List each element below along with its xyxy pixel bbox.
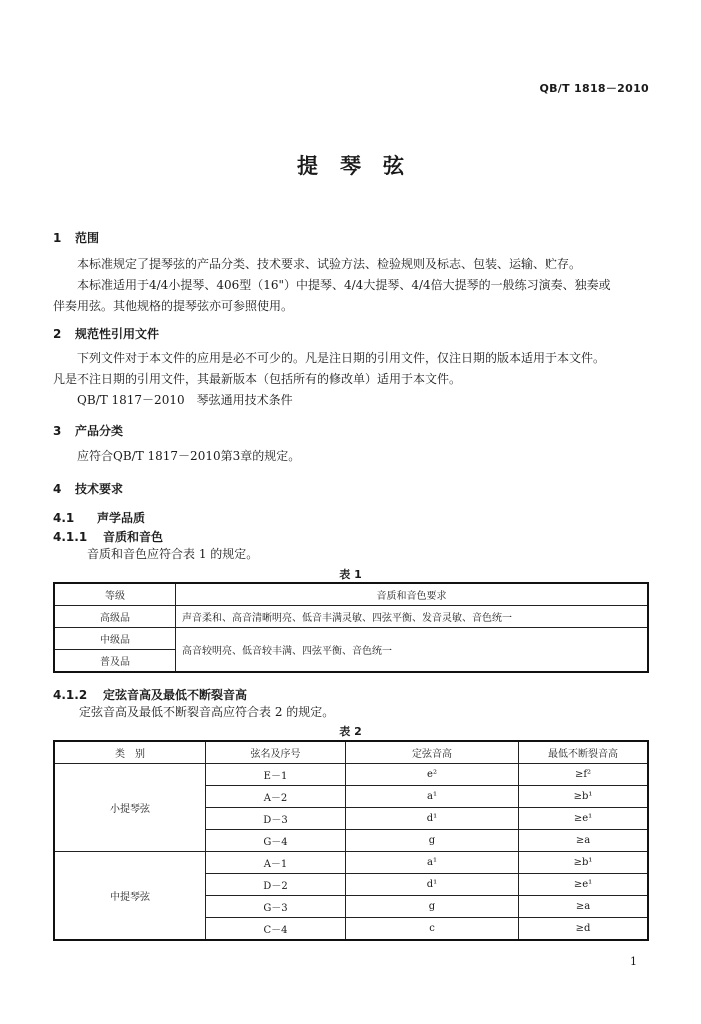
table-row — [54, 764, 648, 786]
min-pitch-cell: ≥b¹ — [519, 786, 649, 808]
section-heading-1 — [53, 229, 99, 246]
tuning-pitch-cell: c — [346, 918, 519, 941]
section-number: 4.1.1 — [53, 530, 88, 544]
section-title: 音质和音色 — [103, 530, 164, 544]
paragraph-line — [53, 254, 649, 275]
paragraph-text: 本标准规定了提琴弦的产品分类、技术要求、试验方法、检验规则及标志、包装、运输、贮存。 — [77, 257, 582, 271]
table-row — [54, 628, 648, 650]
section-number: 3 — [53, 424, 62, 438]
section-heading-3 — [53, 422, 123, 439]
tuning-pitch-cell: g — [346, 830, 519, 852]
section-number: 4.1 — [53, 511, 75, 525]
header-requirement: 音质和音色要求 — [176, 583, 649, 606]
section-title: 产品分类 — [75, 424, 124, 438]
table-header-row — [54, 583, 648, 606]
reference-line — [53, 390, 649, 411]
table-row — [54, 606, 648, 628]
min-pitch-cell: ≥e¹ — [519, 808, 649, 830]
paragraph-line — [53, 275, 649, 296]
section-heading-4-1-1 — [53, 528, 163, 545]
table-header-row — [54, 741, 648, 764]
section-number: 1 — [53, 231, 62, 245]
string-name-cell: G－4 — [206, 830, 346, 852]
tuning-pitch-cell: e² — [346, 764, 519, 786]
tuning-pitch-cell: a¹ — [346, 852, 519, 874]
grade-cell: 普及品 — [54, 650, 176, 673]
page-number: 1 — [630, 955, 637, 968]
paragraph-text: 凡是不注日期的引用文件，其最新版本（包括所有的修改单）适用于本文件。 — [53, 372, 462, 386]
header-min-pitch: 最低不断裂音高 — [519, 741, 649, 764]
paragraph-line — [53, 702, 649, 723]
requirement-cell: 声音柔和、高音清晰明亮、低音丰满灵敏、四弦平衡、发音灵敏、音色统一 — [176, 606, 649, 628]
section-number: 4.1.2 — [53, 688, 88, 702]
min-pitch-cell: ≥b¹ — [519, 852, 649, 874]
paragraph-text: 定弦音高及最低不断裂音高应符合表 2 的规定。 — [79, 705, 335, 719]
header-tuning-pitch: 定弦音高 — [346, 741, 519, 764]
section-title: 声学品质 — [97, 511, 146, 525]
section-4-1-2-body — [53, 702, 649, 723]
section-title: 定弦音高及最低不断裂音高 — [103, 688, 248, 702]
section-4-1-1-body — [53, 544, 649, 565]
min-pitch-cell: ≥f² — [519, 764, 649, 786]
paragraph-text: 本标准适用于4/4小提琴、406型（16"）中提琴、4/4大提琴、4/4倍大提琴的一般练习演奏、独奏或 — [77, 278, 611, 292]
paragraph-line — [53, 446, 649, 467]
paragraph-line — [53, 348, 649, 369]
paragraph-line — [53, 544, 649, 565]
table-1 — [53, 582, 649, 673]
table-2-caption: 表 2 — [339, 725, 362, 738]
min-pitch-cell: ≥a — [519, 896, 649, 918]
section-title: 范围 — [75, 231, 100, 245]
grade-cell: 中级品 — [54, 628, 176, 650]
section-3-body — [53, 446, 649, 467]
section-heading-4-1 — [53, 509, 145, 526]
min-pitch-cell: ≥a — [519, 830, 649, 852]
string-name-cell: D－3 — [206, 808, 346, 830]
string-name-cell: C－4 — [206, 918, 346, 941]
paragraph-text: 音质和音色应符合表 1 的规定。 — [87, 547, 259, 561]
paragraph-line — [53, 369, 649, 390]
section-title: 技术要求 — [75, 482, 124, 496]
paragraph-text: 应符合QB/T 1817－2010第3章的规定。 — [77, 449, 301, 463]
string-name-cell: G－3 — [206, 896, 346, 918]
paragraph-text: 下列文件对于本文件的应用是必不可少的。凡是注日期的引用文件，仅注日期的版本适用于本文件。 — [77, 351, 606, 365]
header-grade: 等级 — [54, 583, 176, 606]
min-pitch-cell: ≥d — [519, 918, 649, 941]
string-name-cell: D－2 — [206, 874, 346, 896]
section-heading-2 — [53, 325, 159, 342]
category-cell: 小提琴弦 — [54, 764, 206, 852]
string-name-cell: A－2 — [206, 786, 346, 808]
string-name-cell: A－1 — [206, 852, 346, 874]
reference-text: QB/T 1817－2010 琴弦通用技术条件 — [77, 393, 293, 407]
section-2-body — [53, 348, 649, 411]
section-heading-4 — [53, 480, 123, 497]
paragraph-line — [53, 296, 649, 317]
section-heading-4-1-2 — [53, 686, 247, 703]
tuning-pitch-cell: a¹ — [346, 786, 519, 808]
section-number: 4 — [53, 482, 62, 496]
requirement-cell: 高音较明亮、低音较丰满、四弦平衡、音色统一 — [176, 628, 649, 673]
paragraph-text: 伴奏用弦。其他规格的提琴弦亦可参照使用。 — [53, 299, 294, 313]
table-row — [54, 852, 648, 874]
section-title: 规范性引用文件 — [75, 327, 160, 341]
grade-cell: 高级品 — [54, 606, 176, 628]
header-string-name: 弦名及序号 — [206, 741, 346, 764]
header-category: 类 别 — [54, 741, 206, 764]
min-pitch-cell: ≥e¹ — [519, 874, 649, 896]
tuning-pitch-cell: d¹ — [346, 874, 519, 896]
string-name-cell: E－1 — [206, 764, 346, 786]
section-number: 2 — [53, 327, 62, 341]
section-1-body — [53, 254, 649, 317]
tuning-pitch-cell: g — [346, 896, 519, 918]
table-2 — [53, 740, 649, 941]
document-title: 提琴弦 — [297, 153, 426, 178]
category-cell: 中提琴弦 — [54, 852, 206, 941]
tuning-pitch-cell: d¹ — [346, 808, 519, 830]
standard-number: QB/T 1818－2010 — [539, 82, 649, 95]
table-1-caption: 表 1 — [339, 568, 362, 581]
